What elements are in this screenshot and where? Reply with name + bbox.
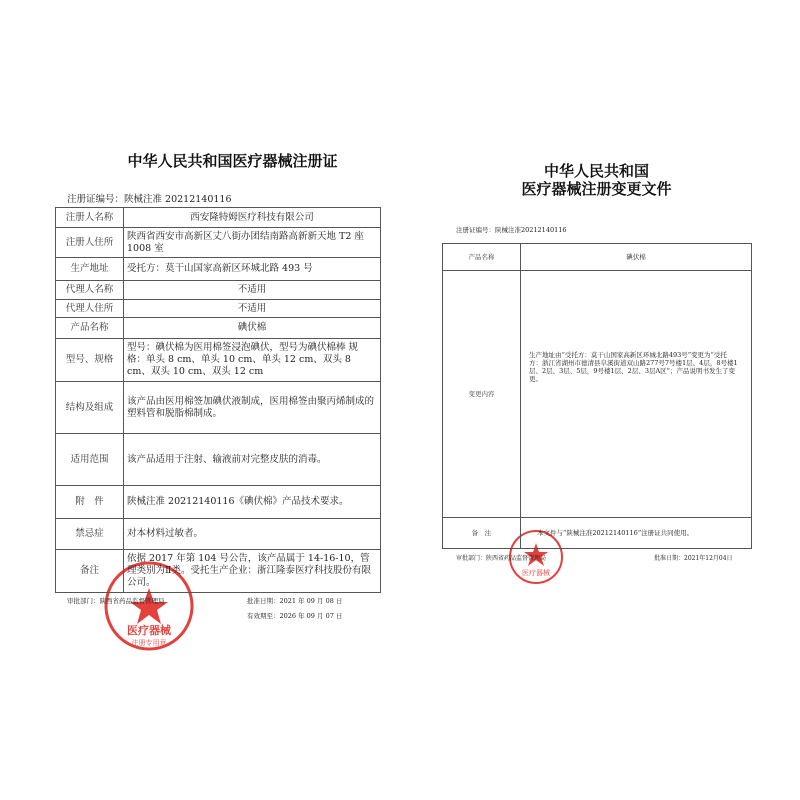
certificate-title: 中华人民共和国医疗器械注册证 — [127, 152, 338, 170]
table-row — [56, 258, 381, 281]
row-label: 代理人住所 — [56, 300, 124, 318]
svg-text:注册专用章: 注册专用章 — [131, 639, 167, 647]
change-approval-dept: 审批部门：陕西省药品监督管理局 — [456, 555, 547, 562]
row-label: 生产地址 — [56, 258, 124, 281]
row-label: 备注 — [56, 550, 124, 593]
row-value: 对本材料过敏者。 — [124, 519, 381, 550]
row-label: 产品名称 — [56, 318, 124, 339]
table-row — [56, 228, 381, 258]
table-row — [56, 519, 381, 550]
change-approval-date: 批准日期：2021年12月04日 — [654, 555, 733, 562]
change-document — [428, 120, 765, 690]
row-value: 该产品由医用棉签加碘伏液制成，医用棉签由聚丙烯制成的塑料管和脱脂棉制成。 — [124, 382, 381, 434]
table-row — [56, 208, 381, 228]
registration-certificate — [45, 110, 420, 680]
change-value: 生产地址由“受托方：莫干山国家高新区环城北路493号”变更为“受托方：浙江省湖州市德清县阜溪街道双山路277号7号楼1层、4层，8号楼1层、2层、3层、5层，9号楼1层、2层、3层A区”；产品说明书发生了变更。 — [521, 271, 752, 518]
row-label: 型号、规格 — [56, 339, 124, 382]
row-label: 代理人名称 — [56, 281, 124, 300]
svg-text:医疗器械: 医疗器械 — [127, 624, 171, 637]
row-value: 陕械注准 20212140116《碘伏棉》产品技术要求。 — [124, 486, 381, 519]
table-row — [56, 382, 381, 434]
certificate-valid-until: 有效期至：2026 年 09 月 07 日 — [247, 612, 343, 620]
note-label: 备 注 — [443, 518, 521, 549]
certificate-approval-date: 批准日期：2021 年 09 月 08 日 — [247, 597, 343, 605]
note-value: 本文件与“陕械注准20212140116”注册证共同使用。 — [521, 518, 752, 549]
change-title-line2: 医疗器械注册变更文件 — [521, 180, 672, 198]
row-value: 西安隆特姆医疗科技有限公司 — [124, 208, 381, 228]
table-row — [56, 339, 381, 382]
row-value: 碘伏棉 — [124, 318, 381, 339]
row-label: 附 件 — [56, 486, 124, 519]
product-label: 产品名称 — [443, 244, 521, 271]
row-label: 注册人住所 — [56, 228, 124, 258]
row-label: 结构及组成 — [56, 382, 124, 434]
certificate-reg-no: 注册证编号：陕械注准 20212140116 — [67, 194, 232, 205]
row-value: 陕西省西安市高新区丈八街办团结南路高新新天地 T2 座 1008 室 — [124, 228, 381, 258]
svg-text:医疗器械: 医疗器械 — [522, 569, 550, 577]
row-value: 受托方：莫干山国家高新区环城北路 493 号 — [124, 258, 381, 281]
row-label: 禁忌症 — [56, 519, 124, 550]
product-value: 碘伏棉 — [521, 244, 752, 271]
row-value: 依据 2017 年第 104 号公告，该产品属于 14-16-10，管理类别为Ⅱ类。受托生产企业：浙江隆泰医疗科技股份有限公司。 — [124, 550, 381, 593]
row-label: 注册人名称 — [56, 208, 124, 228]
row-value: 不适用 — [124, 281, 381, 300]
change-reg-no: 注册证编号：陕械注准20212140116 — [456, 226, 567, 234]
table-row — [56, 434, 381, 486]
certificate-table — [55, 207, 381, 593]
row-value: 不适用 — [124, 300, 381, 318]
table-row — [56, 550, 381, 593]
change-title-line1: 中华人民共和国 — [543, 162, 649, 180]
table-row — [56, 486, 381, 519]
row-label: 适用范围 — [56, 434, 124, 486]
table-row — [56, 281, 381, 300]
table-row — [56, 300, 381, 318]
change-label: 变更内容 — [443, 271, 521, 518]
table-row — [56, 318, 381, 339]
certificate-approval-dept: 审批部门：陕西省药品监督管理局 — [67, 597, 165, 605]
row-value: 型号：碘伏棉为医用棉签浸泡碘伏，型号为碘伏棉棒 规格：单头 8 cm、单头 10 cm、单头 12 cm、双头 8 cm、双头 10 cm、双头 12 cm — [124, 339, 381, 382]
row-value: 该产品适用于注射、输液前对完整皮肤的消毒。 — [124, 434, 381, 486]
change-table — [442, 243, 752, 549]
